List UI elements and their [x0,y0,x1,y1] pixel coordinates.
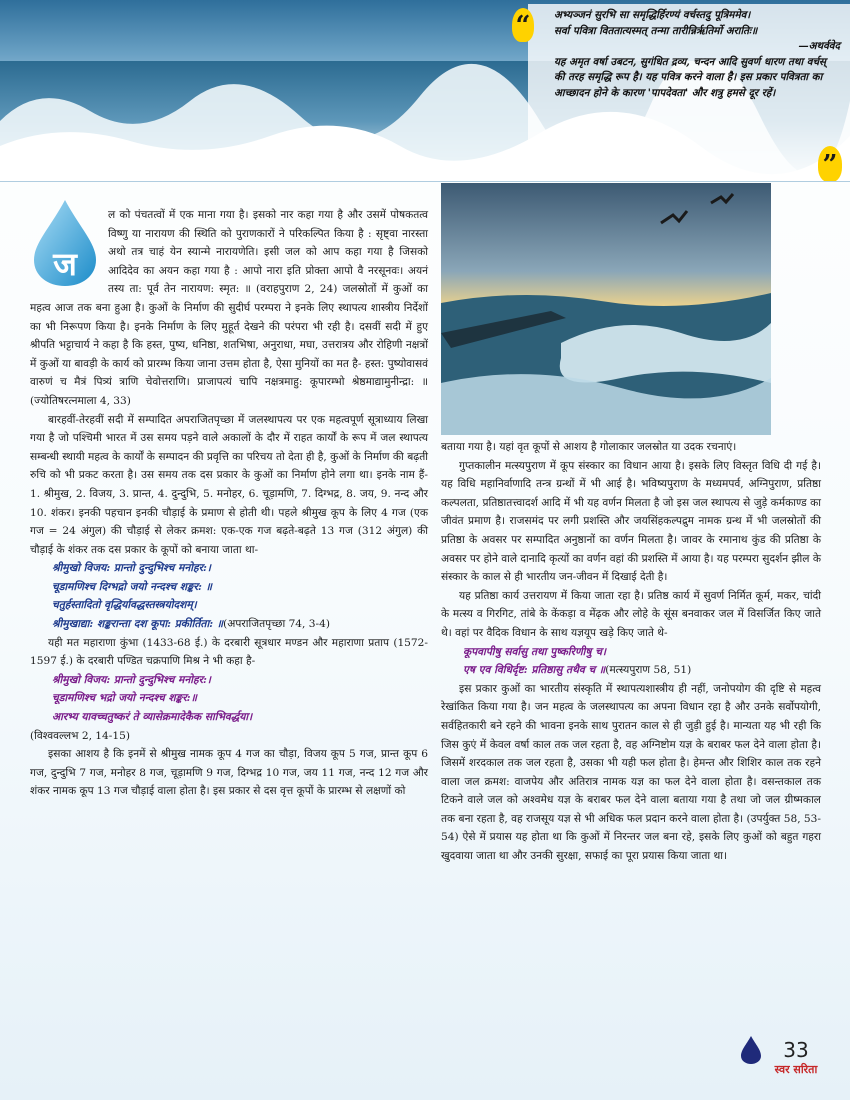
verse-2-line-2: चूडामणिश्च भद्रो जयो नन्दश्च शङ्कर:॥ [52,692,197,705]
verse-3-line-1: कूपवापीषु सर्वासु तथा पुष्करिणीषु च। [463,645,606,658]
verse-1-reference: (अपराजितपृच्छा 74, 3-4) [223,618,330,631]
close-quote-icon: ” [818,146,842,182]
verse-2-reference: (विश्ववल्लभ 2, 14-15) [30,729,130,742]
right-paragraph-2: गुप्तकालीन मत्स्यपुराण में कूप संस्कार का विधान आया है। इसके लिए विस्तृत विधि दी गई है। यह विधि महानिर्वाणादि तन्त्र ग्रन्थों में भी आई है। भविष्यपुराण के मध्यमपर्व, अग्निपुराण, प्रतिष्ठा कल्पलता, प्रतिष्ठातत्त्वादर्श आदि में भी यह वर्णन मिलता है जो इस जल स्थापत्य से जुड़े कर्मकाण्ड का जीवंत प्रमाण है। राजसमंद पर लगी प्रशस्ति और जयसिंहकल्पद्रुम नामक ग्रन्थ में भी जलस्रोतों की प्रतिष्ठा के अवसर पर सम्पादित अनुष्ठानों का वर्णन मिलता है। जावर के रमानाथ कुंड की प्रतिष्ठा के अवसर पर होने वाले दानादि कृत्यों का वर्णन वहां की प्रशस्ति में आया है। यह परम्परा सुदर्शन झील के संस्कार के काल से ही भारतीय जन-जीवन में दिखाई देती है। [441,459,821,584]
footer-drop-icon [740,1035,762,1065]
open-quote-icon: “ [512,8,534,42]
verse-2-line-1: श्रीमुखो विजय: प्रान्तो दुन्दुभिश्च मनोहर:। [52,673,211,686]
left-paragraph-4: इसका आशय है कि इनमें से श्रीमुख नामक कूप 4 गज का चौड़ा, विजय कूप 5 गज, प्रान्त कूप 6 गज, दुन्दुभि 7 गज, मनोहर 8 गज, चूड़ामणि 9 गज, दिग्भद्र 10 गज, जय 11 गज, नन्द 12 गज और शंकर नामक कूप 13 गज चौड़ाई वाला होता है। इस प्रकार से दस वृत्त कूपों के प्रारम्भ से लक्षणों को [30,748,428,798]
page-number: 33 [783,1038,809,1062]
dropcap-letter: ज [53,245,77,283]
verse-1-line-3: चतुर्हस्तादितो वृद्धिर्यावद्धस्तस्त्रयोदशम्। [52,599,197,612]
verse-block-3 [441,643,821,680]
dropcap [30,198,100,288]
magazine-name: स्वर सरिता [774,1063,818,1076]
left-paragraph-2: बारहवीं-तेरहवीं सदी में सम्पादित अपराजितपृच्छा में जलस्थापत्य पर एक महत्वपूर्ण सूत्राध्याय लिखा गया है जो पश्चिमी भारत में उस समय पड़ने वाले अकालों के दौर में राहत कार्यों के रूप में जल स्थापत्य सम्बन्धी स्थायी महत्व के कार्यों के सम्पादन की प्रवृत्ति का परिचय तो देता ही है, कुओं के निर्माण की बढ़ती रुचि को भी प्रकट करता है। उस समय तक दस प्रकार के कुओं का निर्माण होने लगा था। इनके नाम हैं- 1. श्रीमुख, 2. विजय, 3. प्रान्त, 4. दुन्दुभि, 5. मनोहर, 6. चूड़ामणि, 7. दिग्भद्र, 8. जय, 9. नन्द और 10. शंकर। इनकी पहचान इनकी चौड़ाई के प्रमाण से होती थी। पहले श्रीमुख कूप के लिए 4 गज (एक गज = 24 अंगुल) की चौड़ाई से लेकर क्रमश: एक-एक गज बढ़ते-बढ़ते 13 गज (312 अंगुल) की चौड़ाई के शंकर तक दस प्रकार के कूपों को बनाया जाता था- [30,413,428,556]
left-column [30,206,428,801]
verse-1-line-2: चूडामणिश्च दिग्भद्रो जयो नन्दश्च शङ्कर: ॥ [52,580,212,593]
right-paragraph-3: यह प्रतिष्ठा कार्य उत्तरायण में किया जाता रहा है। प्रतिष्ठ कार्य में सुवर्ण निर्मित कूर्म, मकर, चांदी के मत्स्य व गिरगिट, तांबे के केंकड़ा व मेंढ़क और लोहे के सूंस बनवाकर जल में विसर्जित किए जाते थे। वहां पर वैदिक विधान के साथ यज्ञयूप खड़े किए जाते थे- [441,589,821,639]
left-paragraph-1: ल को पंचतत्वों में एक माना गया है। इसको नार कहा गया है और उसमें पोषकतत्व विष्णु या नारायण की स्थिति को पुराणकारों ने परिकल्पित किया है : सृष्ट्वा नारस्ता अथो तत्र चाहं येन स्यान्मे नारायणेति। इसी जल को आप कहा गया है जिसको आदिदेव का अयन कहा गया है : आपो नारा इति प्रोक्ता आपो वै नरसूनवः। अयनं तस्य ता: पूर्व तेन नारायण: स्मृत: ॥ (वराहपुराण 2, 24) जलस्रोतों में कुओं का महत्व आज तक बना हुआ है। कुओं के निर्माण की सुदीर्घ परम्परा ने इनके लिए स्थापत्य शास्त्रीय निर्देशों का भी निरूपण किया है। इनके निर्माण के लिए मुहूर्त देखने की परंपरा भी रही है। दसवीं सदी में हुए श्रीपति भट्टाचार्य ने कहा है कि हस्त, पुष्य, धनिष्ठा, शतभिषा, अनुराधा, मघा, उत्तरात्रय और रोहिणी नक्षत्रों में कुओं या बावड़ी के कार्य को प्रारम्भ किया जाना उत्तम होता है, ऐसा मुनियों का मत है- हस्त: पुष्योवासवं वारुणं च मैत्रं पित्र्यं त्राणि चेवोत्तराणि। प्राजापत्यं चापि नक्षत्रमाहु: कूपारम्भो श्रेष्ठमाद्यामुनीन्द्रा: ॥ (ज्योतिषरत्नमाला 4, 33) [30,209,428,407]
quote-line-2: सर्वा पवित्रा विततात्यस्मत् तन्मा तारीन्निर्ऋतिर्मो अरातिः॥ [554,24,758,37]
verse-3-reference: (मत्स्यपुराण 58, 51) [605,664,692,677]
verse-block-1 [30,559,428,633]
left-paragraph-3: यही मत महाराणा कुंभा (1433-68 ई.) के दरबारी सूत्रधार मण्डन और महाराणा प्रताप (1572-1597 ई.) के दरबारी पण्डित चक्रपाणि मिश्र ने भी कहा है- [30,636,428,668]
verse-2-line-3: आरभ्य यावच्चतुष्करं ते व्यासेक्रमादेकैक साभिवर्द्धया। [52,711,253,724]
header-banner [0,0,850,182]
quote-translation: यह अमृत वर्षा उबटन, सुगंधित द्रव्य, चन्दन आदि सुवर्ण धारण तथा वर्चस् की तरह समृद्धि रूप है। यह पवित्र करने वाला है। इस प्रकार पवित्रता का आच्छादन होने के कारण 'पापदेवता' और शत्रु हमसे दूर रहें। [554,55,826,99]
right-column [441,438,821,866]
header-quote [554,8,840,102]
right-paragraph-4: इस प्रकार कुओं का भारतीय संस्कृति में स्थापत्यशास्त्रीय ही नहीं, जनोपयोग की दृष्टि से महत्व रेखांकित किया गया है। जन महत्व के जलस्थापत्य का अपना विधान रहा है और उनके सर्वोपयोगी, सर्वहितकारी बने रहने की भावना इनके साथ पुरातन काल से ही जुड़ी हुई है। मान्यता यह भी रही कि जिस कुएं में केवल वर्षा काल तक जल रहता है, वह अग्निष्टोम यज्ञ के बराबर फल देने वाला होता है। जिसमें शरदकाल तक जल रहता है, उसका भी यही फल होता है। हेमन्त और शिशिर काल तक रहने वाला जल क्रमश: वाजपेय और अतिरात्र नामक यज्ञ का फल देने वाला होता है। वसन्तकाल तक टिकने वाले जल को अश्वमेध यज्ञ के बराबर फल देने वाला बताया गया है तथा जो जल ग्रीष्मकाल तक बना रहता है, वह राजसूय यज्ञ से भी अधिक फल प्रदान करने वाला होता है। (उपर्युक्त 58, 53-54) ऐसे में प्रयास यह होता था कि कुओं में निरन्तर जल बना रहे, इसके लिए कुओं को बहुत गहरा खुदवाया जाता था और उनकी सुरक्षा, सफाई का पूरा प्रयास किया जाता था। [441,682,821,863]
verse-block-2 [30,671,428,745]
right-paragraph-1: बताया गया है। यहां वृत कूपों से आशय है गोलाकार जलस्रोत या उदक रचनाएं। [441,441,737,453]
verse-1-line-4: श्रीमुखाद्या: शङ्करान्ता दश कूपा: प्रकीर्तिता: ॥ [52,618,224,631]
verse-3-line-2: एष एव विधिर्दृष्ट: प्रतिष्ठासु तथैव च ॥ [463,664,606,677]
verse-1-line-1: श्रीमुखो विजय: प्रान्तो दुन्दुभिश्च मनोहर:। [52,562,211,575]
quote-source: —अथर्ववेद [798,40,840,53]
sea-birds-photo [441,183,771,435]
quote-line-1: अभ्यञ्जनं सुरभि सा समृद्धिर्हिरण्यं वर्चस्तदु पूत्रिममेव। [554,9,751,21]
